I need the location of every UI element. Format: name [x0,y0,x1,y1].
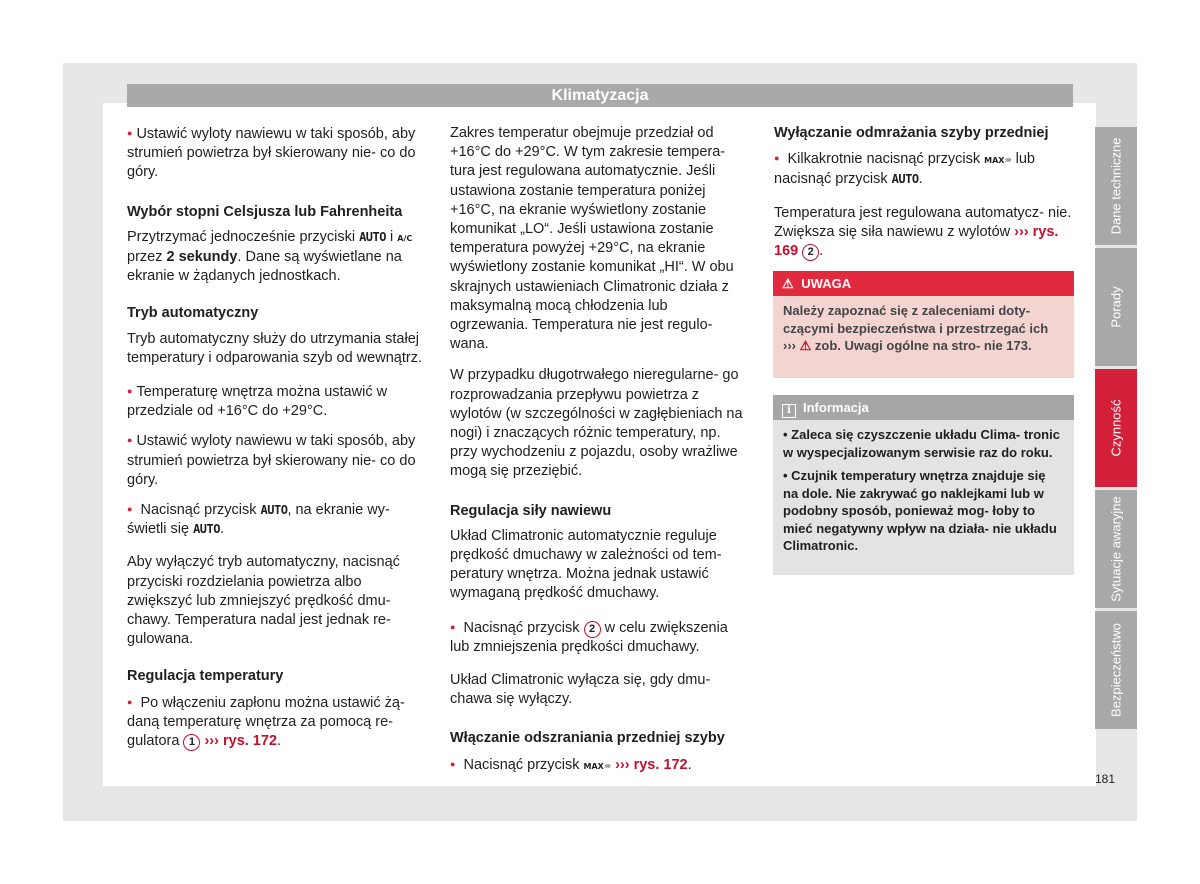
info-item: • Czujnik temperatury wnętrza znajduje się na dole. Nie zakrywać go naklejkami lub w podobny sposób, ponieważ mog- łoby to mieć negatywny wpływ na działa- nie układu Climatronic. [783,468,1057,553]
callout-number: 2 [584,621,601,638]
auto-button-icon: AUTO [359,229,386,244]
column-2 [450,124,748,786]
page-number: 181 [1095,772,1116,786]
figure-link[interactable]: ››› rys. 172 [204,733,278,750]
ac-button-icon: A/C [397,233,413,243]
paragraph: Tryb automatyczny służy do utrzymania stałej temperatury i odparowania szyb od wewnątrz. [127,330,422,366]
paragraph: Zakres temperatur obejmuje przedział od +16°C do +29°C. W tym zakresie tempera- tura jest regulowana automatycznie. Jeśli ustawiona zostanie temperatura poniżej +16°C, na ekranie wyświetlony zostanie komunikat „LO“. Jeśli ustawiona zostanie temperatura powyżej +29°C, na ekranie wyświetlony zostanie komunikat „HI“. W obu skrajnych ustawieniach Climatronic działa z maksymalną mocą chłodzenia lub ogrzewania. Temperatura nie jest regulo- wana. [450,125,734,353]
info-item: • Zaleca się czyszczenie układu Clima- tronic w wyspecjalizowanym serwisie raz do roku. [783,427,1060,460]
paragraph: Przytrzymać jednocześnie przyciski AUTO i A/C przez 2 sekundy. Dane są wyświetlane na ekranie w żądanych jednostkach. [127,228,413,285]
column-1 [127,124,425,761]
subheading: Regulacja temperatury [127,668,284,685]
max-defrost-icon: MAX♒ [984,156,1012,166]
tab-bezpieczenstwo[interactable]: Bezpieczeństwo [1095,611,1137,729]
subheading: Tryb automatyczny [127,305,259,322]
bullet-item: ● Po włączeniu zapłonu można ustawić żą- daną temperaturę wnętrza za pomocą re- gulatora 1 ››› rys. 172. [127,693,425,752]
bullet-item: ● Ustawić wyloty nawiewu w taki sposób, aby strumień powietrza był skierowany nie- co do góry. [127,431,425,490]
info-header: i Informacja [773,395,1074,420]
section-header: Klimatyzacja [127,84,1073,107]
info-text [773,420,1074,555]
warning-triangle-icon: ⚠ [799,338,812,353]
figure-link[interactable]: ››› rys. 169 [774,223,1059,260]
tab-dane-techniczne[interactable]: Dane techniczne [1095,127,1137,245]
warning-triangle-icon: ⚠ [782,276,794,291]
callout-number: 1 [183,734,200,751]
subheading: Regulacja siły nawiewu [450,502,612,519]
paragraph: Temperatura jest regulowana automatycz- nie. Zwiększa się siła nawiewu z wylotów ››› rys. 169 2 . [774,204,1072,260]
callout-number: 2 [802,244,819,261]
bullet-item: ● Nacisnąć przycisk AUTO, na ekranie wy- świetli się AUTO. [127,500,425,539]
subheading: Włączanie odszraniania przedniej szyby [450,730,725,747]
paragraph: Aby wyłączyć tryb automatyczny, nacisnąć przyciski rozdzielania powietrza albo zwiększyć lub zmniejszyć prędkość dmu- chawy. Temperatura nadal jest jednak re- gulowana. [127,554,400,648]
tab-czynnosc[interactable]: Czynność [1095,369,1137,487]
warning-header: ⚠ UWAGA [773,271,1074,296]
bullet-item: ● Ustawić wyloty nawiewu w taki sposób, aby strumień powietrza był skierowany nie- co do góry. [127,124,425,183]
subheading: Wybór stopni Celsjusza lub Fahrenheita [127,203,403,220]
tab-sytuacje-awaryjne[interactable]: Sytuacje awaryjne [1095,490,1137,608]
info-box [773,395,1074,575]
paragraph: W przypadku długotrwałego nieregularne- go rozprowadzania przepływu powietrza z wylotów (w szczególności w zagłębieniach na nogi) i znaczących różnic temperatury, np. przy wychodzeniu z pojazdu, osoby wrażliwe mogą się przeziębić. [450,367,743,480]
max-defrost-icon: MAX♒ [583,761,612,771]
bullet-item: ● Temperaturę wnętrza można ustawić w przedziale od +16°C do +29°C. [127,382,425,421]
paragraph: Układ Climatronic automatycznie reguluje prędkość dmuchawy w zależności od tem- peratury wnętrza. Można jednak ustawić wymaganą prędkość dmuchawy. [450,527,722,602]
figure-link[interactable]: ››› rys. 172 [615,756,688,773]
subheading: Wyłączanie odmrażania szyby przedniej [774,125,1049,141]
bullet-item: ● Nacisnąć przycisk 2 w celu zwiększenia lub zmniejszenia prędkości dmuchawy. [450,618,748,657]
warning-text: Należy zapoznać się z zaleceniami doty- czącymi bezpieczeństwa i przestrzegać ich ››› ⚠ zob. Uwagi ogólne na stro- nie 173. [783,303,1049,353]
paragraph: Układ Climatronic wyłącza się, gdy dmu- chawa się wyłączy. [450,672,711,708]
auto-display-icon: AUTO [193,522,220,537]
info-icon: i [782,404,796,418]
warning-box [773,271,1074,378]
tab-porady[interactable]: Porady [1095,248,1137,366]
column-3 [774,124,1074,271]
bullet-item: ● Kilkakrotnie nacisnąć przycisk MAX♒ lub nacisnąć przycisk AUTO. [774,149,1074,189]
auto-button-icon: AUTO [891,172,919,187]
auto-button-icon: AUTO [260,503,288,518]
bullet-item: ● Nacisnąć przycisk MAX♒ ››› rys. 172. [450,755,748,776]
